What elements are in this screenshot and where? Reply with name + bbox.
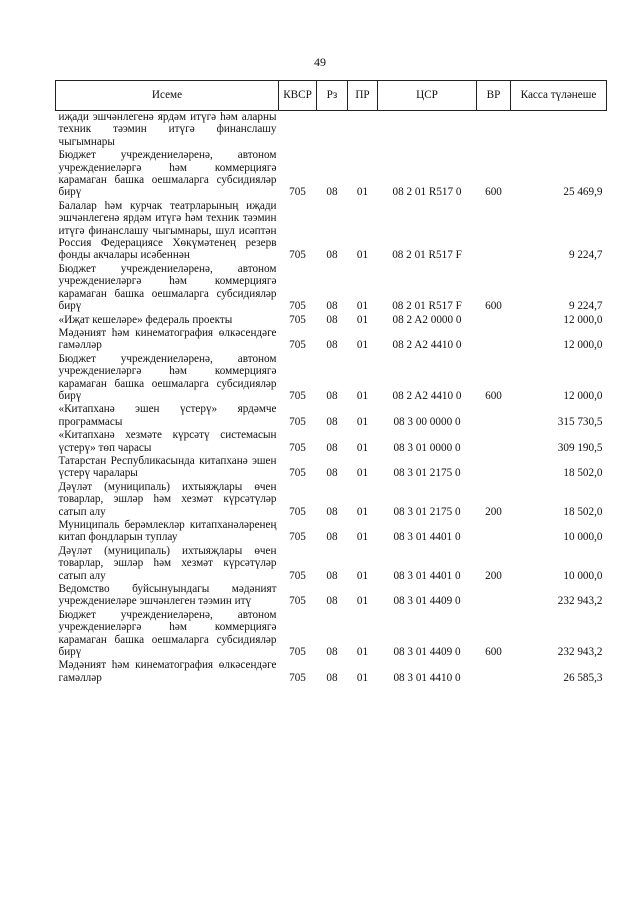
cell-vr (477, 659, 511, 685)
cell-sum: 18 502,0 (563, 505, 603, 518)
cell-rz: 08 (326, 531, 338, 544)
cell-kvsr: 705 (289, 441, 306, 454)
header-name: Исеме (56, 81, 279, 111)
cell-csr: 08 3 01 0000 0 (393, 441, 461, 454)
table-row (56, 111, 607, 150)
cell-sum: 25 469,9 (563, 186, 603, 199)
table-header-row (56, 81, 607, 111)
cell-kvsr (279, 111, 317, 150)
cell-rz: 08 (326, 569, 338, 582)
cell-csr: 08 2 01 R517 F (392, 300, 462, 313)
cell-name: Мәдәният һәм кинематография өлкәсендәге гамәлләр (58, 326, 277, 352)
budget-table (55, 80, 607, 685)
cell-name: Бюджет учреждениеләренә, автоном учреждениеләргә һәм коммерциягә карамаган башка оешмаларга субсидияләр бирү (58, 608, 277, 659)
cell-csr: 08 3 01 4410 0 (393, 671, 461, 684)
cell-vr (477, 111, 511, 150)
table-row (56, 403, 607, 429)
cell-vr (477, 519, 511, 545)
cell-name: Татарстан Республикасында китапханә эшен үстерү чаралары (58, 454, 277, 480)
cell-name: Дәүләт (муниципаль) ихтыяҗлары өчен товарлар, эшләр һәм хезмәт күрсәтүләр сатып алу (58, 544, 277, 582)
cell-kvsr: 705 (289, 646, 306, 659)
table-row (56, 314, 607, 327)
cell-vr (477, 455, 511, 481)
cell-rz: 08 (326, 389, 338, 402)
table-row (56, 659, 607, 685)
cell-sum: 12 000,0 (563, 389, 603, 402)
cell-csr: 08 2 A2 4410 0 (392, 389, 462, 402)
cell-pr: 01 (356, 186, 369, 199)
header-kvsr: КВСР (279, 81, 317, 111)
cell-vr (477, 403, 511, 429)
cell-sum: 10 000,0 (563, 569, 603, 582)
table-row (56, 327, 607, 353)
cell-pr: 01 (356, 389, 369, 402)
cell-sum: 232 943,2 (557, 646, 603, 659)
cell-sum: 309 190,5 (557, 441, 603, 454)
cell-name: «Китапханә хезмәте күрсәтү системасын үстерү» төп чарасы (58, 429, 277, 454)
cell-pr: 01 (356, 441, 369, 454)
cell-csr: 08 3 01 4401 0 (393, 569, 461, 582)
header-pr: ПР (348, 81, 378, 111)
cell-vr (477, 200, 511, 263)
cell-csr: 08 2 A2 0000 0 (392, 313, 462, 326)
cell-rz: 08 (326, 441, 338, 454)
cell-csr: 08 3 00 0000 0 (393, 415, 461, 428)
cell-kvsr: 705 (289, 671, 306, 684)
cell-pr: 01 (356, 569, 369, 582)
cell-sum: 9 224,7 (568, 300, 603, 313)
table-row (56, 429, 607, 455)
cell-vr: 600 (485, 646, 502, 659)
cell-rz: 08 (326, 595, 338, 608)
cell-name: иҗади эшчәнлегенә ярдәм итүгә һәм аларны техник тәэмин итүгә финанслашу чыгымнары (58, 111, 277, 148)
cell-name: Балалар һәм курчак театрларының иҗади эшчәнлегенә ярдәм итүгә һәм техник тәэмин итүгә финанслашу чыгымнары, шул исәптән Россия Федерациясе Хөкүмәтенең резерв фонды акчалары исәбеннән (58, 199, 277, 262)
cell-rz: 08 (326, 313, 338, 326)
cell-pr (348, 111, 378, 150)
header-vr: ВР (477, 81, 511, 111)
cell-kvsr: 705 (289, 595, 306, 608)
cell-pr: 01 (356, 671, 369, 684)
cell-csr: 08 3 01 4409 0 (393, 595, 461, 608)
cell-kvsr: 705 (289, 186, 306, 199)
cell-rz: 08 (326, 249, 338, 262)
cell-name: Ведомство буйсынуындагы мәдәният учреждениеләре эшчәнлеген тәэмин итү (58, 583, 277, 608)
cell-name: Бюджет учреждениеләренә, автоном учреждениеләргә һәм коммерциягә карамаган башка оешмаларга субсидияләр бирү (58, 352, 277, 402)
cell-sum: 9 224,7 (568, 249, 603, 262)
cell-kvsr: 705 (289, 300, 306, 313)
table-row (56, 263, 607, 314)
cell-rz: 08 (326, 671, 338, 684)
cell-pr: 01 (356, 339, 369, 352)
cell-sum: 26 585,3 (563, 671, 603, 684)
cell-kvsr: 705 (289, 313, 306, 326)
cell-kvsr: 705 (289, 249, 306, 262)
cell-kvsr: 705 (289, 389, 306, 402)
cell-vr: 600 (485, 389, 502, 402)
cell-vr: 200 (485, 505, 502, 518)
table-row (56, 455, 607, 481)
table-body (56, 111, 607, 686)
table-row (56, 583, 607, 609)
page-number: 49 (314, 55, 326, 69)
table-row (56, 609, 607, 660)
cell-vr (477, 327, 511, 353)
cell-rz: 08 (326, 467, 338, 480)
cell-csr: 08 2 A2 4410 0 (392, 339, 462, 352)
header-rz: Рз (317, 81, 348, 111)
cell-rz (317, 111, 348, 150)
cell-rz: 08 (326, 415, 338, 428)
cell-rz: 08 (326, 505, 338, 518)
cell-sum: 12 000,0 (563, 313, 603, 326)
table-row (56, 519, 607, 545)
cell-kvsr: 705 (289, 339, 306, 352)
cell-csr (378, 111, 477, 150)
cell-rz: 08 (326, 300, 338, 313)
cell-kvsr: 705 (289, 531, 306, 544)
cell-rz: 08 (326, 186, 338, 199)
cell-name: Мәдәният һәм кинематография өлкәсендәге гамәлләр (58, 659, 277, 684)
cell-pr: 01 (356, 249, 369, 262)
cell-vr: 600 (485, 300, 502, 313)
cell-sum (511, 111, 607, 150)
cell-csr: 08 2 01 R517 F (392, 249, 462, 262)
cell-csr: 08 3 01 2175 0 (393, 505, 461, 518)
cell-name: Муниципаль берәмлекләр китапханәләренең китап фондларын туплау (58, 519, 277, 544)
cell-sum: 12 000,0 (563, 339, 603, 352)
cell-name: Дәүләт (муниципаль) ихтыяҗлары өчен товарлар, эшләр һәм хезмәт күрсәтүләр сатып алу (58, 480, 277, 518)
cell-vr (477, 429, 511, 455)
cell-pr: 01 (356, 505, 369, 518)
cell-name: «Иҗат кешеләре» федераль проекты (58, 313, 233, 326)
cell-name: Бюджет учреждениеләренә, автоном учреждениеләргә һәм коммерциягә карамаган башка оешмаларга субсидияләр бирү (58, 149, 277, 199)
cell-kvsr: 705 (289, 505, 306, 518)
cell-rz: 08 (326, 339, 338, 352)
cell-rz: 08 (326, 646, 338, 659)
cell-kvsr: 705 (289, 569, 306, 582)
cell-csr: 08 3 01 4401 0 (393, 531, 461, 544)
header-kassa: Касса түләнеше (511, 81, 607, 111)
cell-vr: 600 (485, 186, 502, 199)
cell-name: «Китапханә эшен үстерү» ярдәмче программасы (58, 403, 277, 428)
cell-sum: 10 000,0 (563, 531, 603, 544)
cell-kvsr: 705 (289, 415, 306, 428)
cell-pr: 01 (356, 531, 369, 544)
cell-sum: 18 502,0 (563, 467, 603, 480)
cell-kvsr: 705 (289, 467, 306, 480)
table-row (56, 353, 607, 404)
cell-vr (477, 314, 511, 327)
cell-pr: 01 (356, 415, 369, 428)
cell-csr: 08 3 01 4409 0 (393, 646, 461, 659)
cell-vr: 200 (485, 569, 502, 582)
cell-csr: 08 2 01 R517 0 (392, 186, 462, 199)
table-row (56, 200, 607, 263)
cell-pr: 01 (356, 467, 369, 480)
cell-pr: 01 (356, 300, 369, 313)
cell-name: Бюджет учреждениеләренә, автоном учреждениеләргә һәм коммерциягә карамаган башка оешмаларга субсидияләр бирү (58, 262, 277, 313)
cell-sum: 315 730,5 (557, 415, 603, 428)
cell-sum: 232 943,2 (557, 595, 603, 608)
cell-pr: 01 (356, 313, 369, 326)
cell-pr: 01 (356, 646, 369, 659)
cell-csr: 08 3 01 2175 0 (393, 467, 461, 480)
header-csr: ЦСР (378, 81, 477, 111)
table-row (56, 149, 607, 200)
table-row (56, 481, 607, 519)
table-row (56, 545, 607, 583)
cell-pr: 01 (356, 595, 369, 608)
cell-vr (477, 583, 511, 609)
